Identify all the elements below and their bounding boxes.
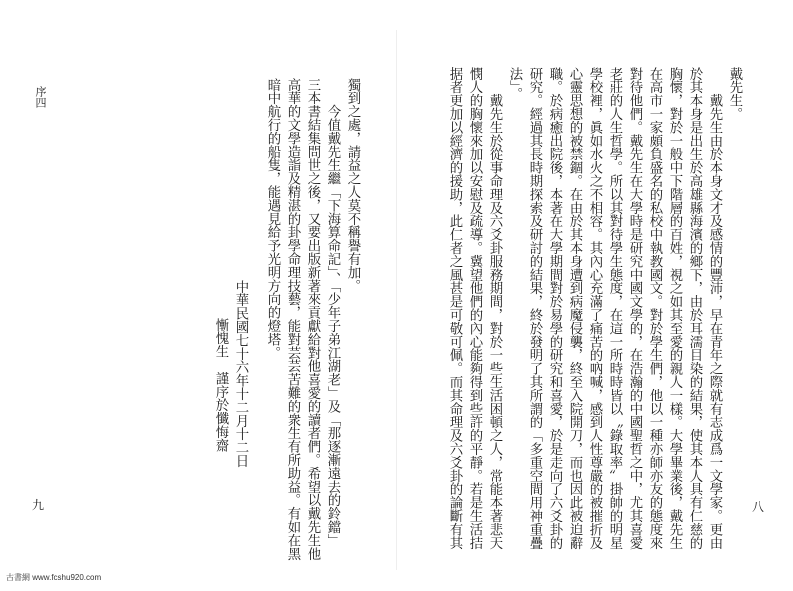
source-watermark: 古書網 www.fcshu920.com	[6, 573, 102, 582]
right-text-column-10: 職。於病癒出院後，本著在大學期間對於易學的研究和喜愛，於是走向了六爻卦的	[547, 67, 562, 550]
right-text-column-13: 戴先生於從事命理及六爻卦服務期間，對於一些生活困頓之人，常能本著悲天	[487, 67, 502, 550]
right-text-column-5: 在高市一家頗負盛名的私校中執教國文。對於學生們，他以一種亦師亦友的態度來	[647, 67, 662, 550]
left-text-column-1: 獨到之處，請益之人莫不稱譽有加。	[345, 78, 360, 293]
right-text-column-8: 學校裡，眞如水火之不相容。其內心充滿了痛苦的吶喊，感到人性尊嚴的被摧折及	[587, 67, 602, 550]
signature-date: 中華民國七十六年十二月十二日	[233, 280, 248, 468]
right-text-column-4: 胸懷，對於一般中下階層的百姓，視之如其至愛的親人一樣。大學畢業後，戴先生	[667, 67, 682, 550]
right-text-column-3: 於其本身是出生於高雄縣海濱的鄉下，由於耳濡目染的結果，使其本人具有仁慈的	[687, 67, 702, 550]
right-text-column-14: 憫人的胸懷來加以安慰及疏導。冀望他們的內心能夠得到些許的平靜。若是生活拮	[467, 67, 482, 550]
signature-author: 慚愧生 謹序於懺悔齋	[213, 318, 228, 452]
left-text-column-2: 今值戴先生繼「下海算命記」、「少年子弟江湖老」及「那逐漸遠去的鈴鐺」	[325, 78, 340, 547]
right-text-column-9: 心靈思想的被禁錮。在由於其本身遭到病魔侵襲，終至入院開刀，而也因此被迫辭	[567, 67, 582, 550]
right-text-column-6: 對待他們。戴先生在大學時是研究中國文學的，在浩瀚的中國聖哲之中，尤其喜愛	[627, 67, 642, 550]
left-page-number: 九	[32, 498, 45, 512]
right-text-column-1: 戴先生。	[727, 67, 742, 121]
right-text-column-15: 据者更加以經濟的援助，此仁者之風甚是可敬可佩。而其命理及六爻卦的論斷有其	[447, 67, 462, 550]
right-text-column-12: 法」。	[507, 67, 522, 101]
left-text-column-3: 三本書結集問世之後，又要出版新著來貢獻給對他喜愛的讀者們。希望以戴先生他	[305, 78, 320, 561]
page-gutter	[396, 30, 397, 570]
right-text-column-7: 老莊的人生哲學。所以其對待學生態度，在這一所時時皆以〝錄取率〞掛帥的明星	[607, 67, 622, 550]
right-text-column-11: 研究。經過其長時期探索及研討的結果，終於發明了其所謂的「多重空間用神重疊	[527, 67, 542, 550]
right-text-column-2: 戴先生由於本身文才及感情的豐沛，早在青年之際就有志成爲一文學家。更由	[707, 67, 722, 550]
left-text-column-4: 高華的文學造詣及精湛的卦學命理技藝，能對芸芸苦難的衆生有所助益。有如在黑	[285, 78, 300, 561]
left-text-column-5: 暗中航行的船隻，能遇見給予光明方向的燈塔。	[265, 78, 280, 360]
right-page-number: 八	[752, 500, 765, 514]
margin-label: 序四	[34, 86, 47, 108]
